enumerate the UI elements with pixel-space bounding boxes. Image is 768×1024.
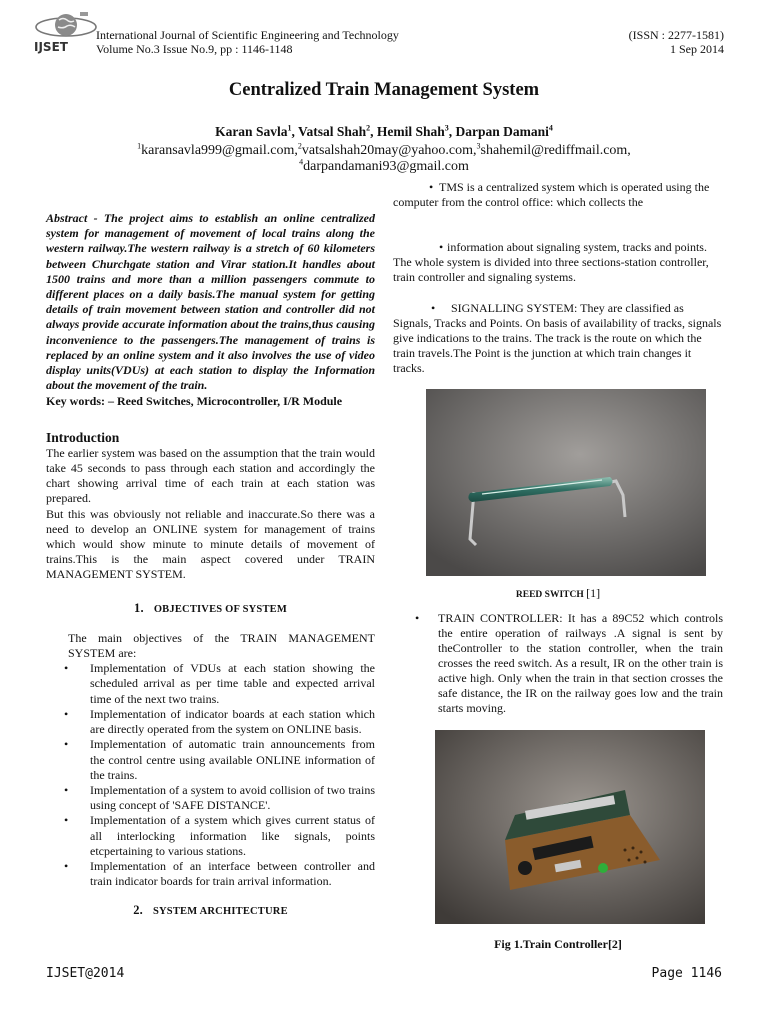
author-emails — [0, 143, 768, 175]
journal-header — [96, 28, 399, 56]
reed-switch-caption: REED SWITCH [1] — [515, 586, 601, 600]
bullet: • — [439, 240, 444, 254]
email: $^1$karansavla999@gmail.com, — [137, 141, 298, 158]
objectives-list — [46, 661, 375, 889]
list-item: • Implementation of an interface between controller and train indicator boards for train arrival information. — [64, 858, 375, 889]
signalling-paragraph: • SIGNALLING SYSTEM: They are classified as Signals, Tracks and Points. On basis of availability of tracks, signals give indications to the trains. The track is the route on which the train travels.The Point is the junction at which train changes it tracks. — [393, 301, 722, 375]
objectives-intro: The main objectives of the TRAIN MANAGEMENT SYSTEM are: — [68, 630, 375, 661]
publication-date: 1 Sep 2014 — [670, 42, 724, 56]
list-item: • Implementation of automatic train announcements from the control centre using available ONLINE information of the trains. — [64, 737, 375, 782]
bullet: • — [431, 301, 436, 315]
reed-switch-photo — [426, 389, 706, 576]
author: Hemil Shah$^3$ — [376, 123, 449, 139]
author: Karan Savla$^1$ — [215, 123, 292, 139]
list-item: • Implementation of VDUs at each station showing the scheduled arrival as per time table and expected arrival time of the next two trains. — [64, 661, 375, 706]
email: $^2$vatsalshah20may@yahoo.com, — [297, 141, 477, 158]
architecture-heading: 2. SYSTEM ARCHITECTURE — [133, 903, 288, 918]
journal-logo — [28, 10, 104, 58]
journal-volume: Volume No.3 Issue No.9, pp : 1146-1148 — [96, 42, 293, 56]
author: Vatsal Shah$^2$ — [297, 123, 371, 139]
author: Darpan Damani$^4$ — [455, 123, 553, 139]
abstract: Abstract - The project aims to establish an online centralized system for management of movement of local trains along the western railway.The western railway is a stretch of 60 kilometers between Churchgate station and Virar station.It handles about 1500 trains and more than a million passengers commute to different places on a daily basis.The manual system for getting details of train movement between station and controller did not always provide accurate information about the trains,thus causing inconvenience to the passengers.The management of trains is replaced by an online system and it also involves the use of video display units(VDUs) at each station to display the Information about the movement of the train. — [46, 211, 375, 393]
list-item: • Implementation of a system to avoid collision of two trains using concept of 'SAFE DISTANCE'. — [64, 782, 375, 813]
logo-text: IJSET — [34, 40, 68, 54]
introduction-paragraph: But this was obviously not reliable and inaccurate.So there was a need to develop an ONLINE system for management of trains which would show minute to minute details of movement of trains.This is the main aspect covered under TRAIN MANAGEMENT SYSTEM. — [46, 506, 375, 582]
introduction-heading: Introduction — [46, 429, 120, 445]
footer-journal: IJSET@2014 — [46, 966, 125, 981]
bullet: • — [415, 611, 420, 625]
paper-title: Centralized Train Management System — [228, 80, 540, 100]
left-column — [46, 211, 375, 934]
list-item: • Implementation of a system which gives current status of all interlocking information like signals, points etcpertaining to various stations. — [64, 813, 375, 858]
email: $^3$shahemil@rediffmail.com, — [476, 141, 631, 158]
list-item: • Implementation of indicator boards at each station which are directly operated from the system on ONLINE basis. — [64, 706, 375, 737]
journal-meta — [629, 28, 724, 56]
issn: (ISSN : 2277-1581) — [628, 28, 724, 42]
train-controller-paragraph: • TRAIN CONTROLLER: It has a 89C52 which controls the entire operation of railways .A signal is sent by theController to the station controller, when the train crosses the reed switch. As a result, IR on the other train is active high. Only when the train in that section crosses the safe distance, the IR on the railway goes low and the train starts moving. — [415, 611, 723, 715]
author-list: Karan Savla$^1$, Vatsal Shah$^2$, Hemil Shah$^3$, Darpan Damani$^4$ — [215, 123, 553, 139]
journal-name: International Journal of Scientific Engineering and Technology — [96, 28, 399, 42]
info-paragraph: • information about signaling system, tracks and points. The whole system is divided into three sections-station controller, train controller and signaling systems. — [393, 240, 709, 284]
train-controller-photo — [435, 730, 705, 924]
train-controller-caption: Fig 1.Train Controller[2] — [494, 937, 622, 951]
bullet: • — [429, 180, 434, 194]
keywords: Key words: – Reed Switches, Microcontroller, I/R Module — [46, 394, 343, 409]
page-number: Page 1146 — [651, 966, 722, 981]
tms-paragraph: • TMS is a centralized system which is operated using the computer from the control office: which collects the — [393, 180, 710, 209]
objectives-heading: 1. OBJECTIVES OF SYSTEM — [134, 600, 287, 615]
introduction-paragraph: The earlier system was based on the assumption that the train would take 45 seconds to pass through each station and accordingly the chart showing arrival time of each train at each station was prepared. — [46, 445, 375, 506]
email: $^4$darpandamani93@gmail.com — [299, 157, 469, 174]
